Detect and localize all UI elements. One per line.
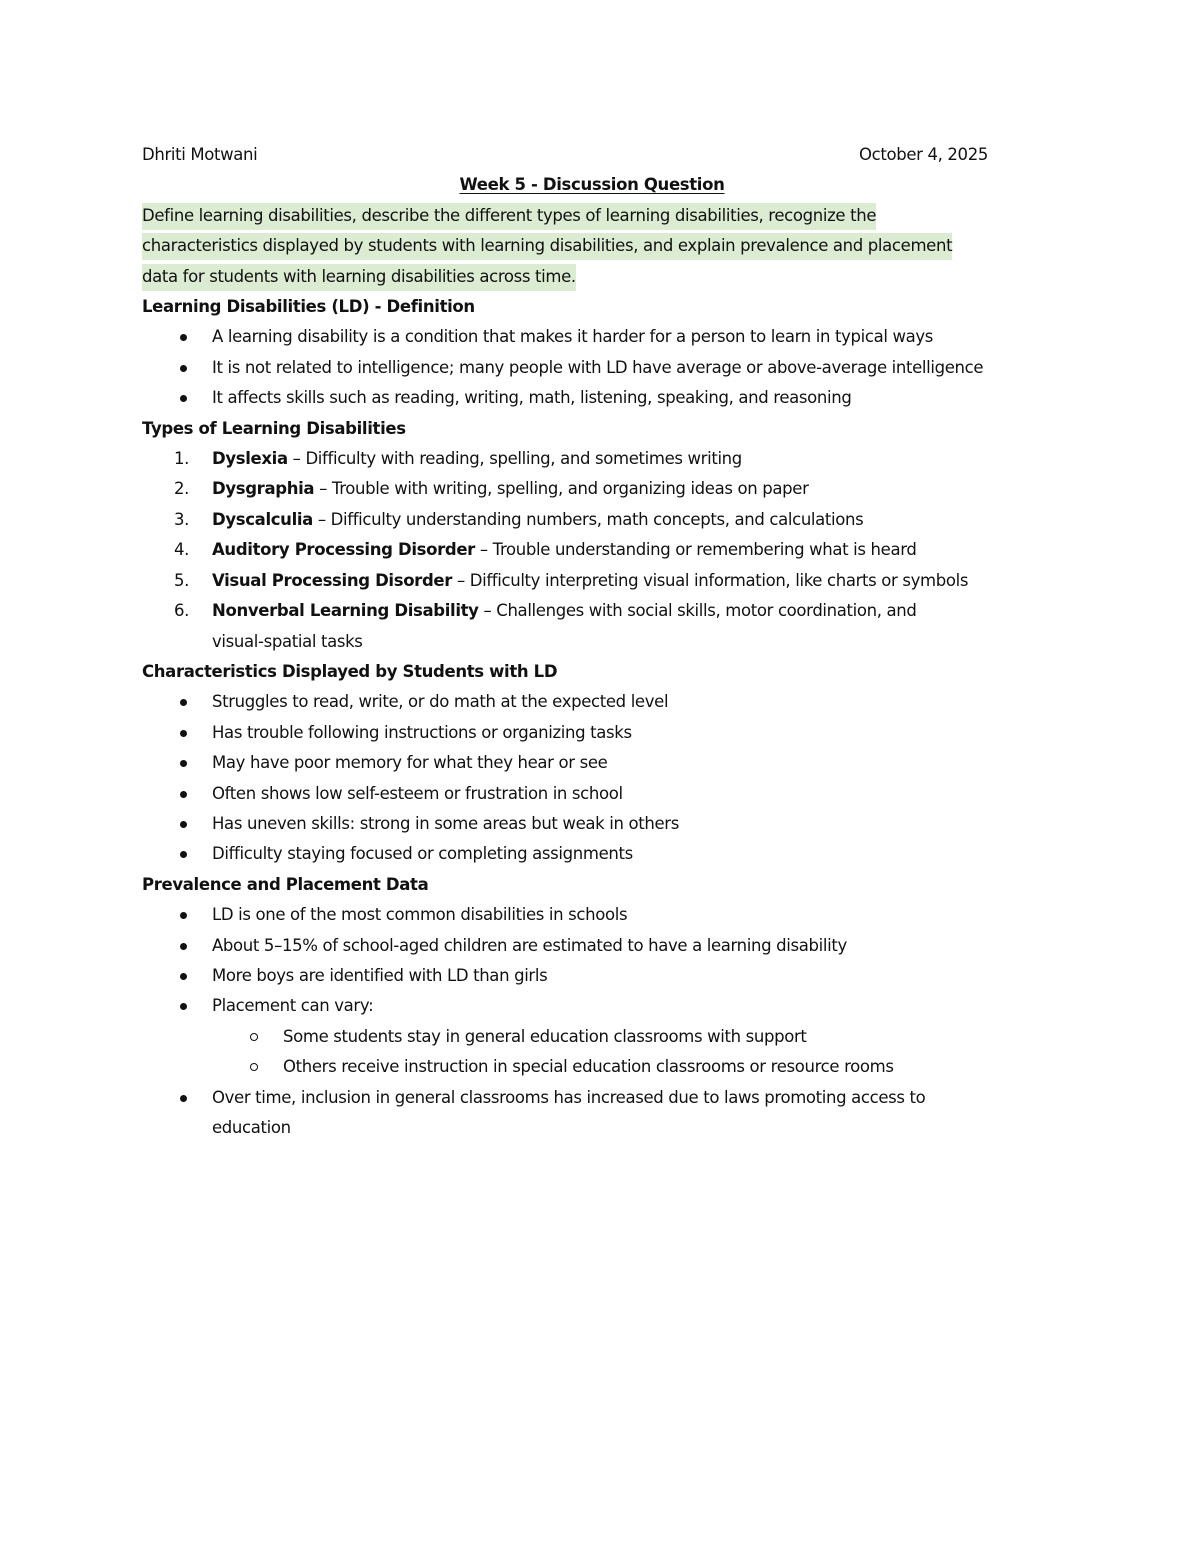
prompt-highlight: data for students with learning disabilities across time. (142, 264, 576, 291)
bullet-icon (180, 334, 187, 341)
item-description: – Difficulty with reading, spelling, and sometimes writing (287, 449, 742, 469)
numbered-item (142, 535, 1062, 565)
item-term: Visual Processing Disorder (212, 570, 453, 590)
item-term: Dyscalculia (212, 509, 313, 529)
item-number: 4. (174, 540, 190, 560)
list-item-text: LD is one of the most common disabilities in schools (212, 905, 628, 925)
item-description: – Challenges with social skills, motor coordination, and (478, 601, 917, 621)
list-item (142, 718, 1062, 748)
bullet-icon (180, 1003, 187, 1010)
bullet-icon (180, 851, 187, 858)
prompt-line (142, 231, 1062, 261)
item-number: 5. (174, 570, 190, 590)
prompt-line (142, 262, 1062, 292)
list-item-text: May have poor memory for what they hear or see (212, 753, 608, 773)
item-description: – Difficulty understanding numbers, math concepts, and calculations (312, 509, 864, 529)
item-term: Dysgraphia (212, 479, 315, 499)
list-item (142, 809, 1062, 839)
list-item (142, 687, 1062, 717)
list-item-text: Placement can vary: (212, 996, 374, 1016)
sub-list-item-text: Some students stay in general education classrooms with support (283, 1026, 807, 1046)
list-item-text: Difficulty staying focused or completing assignments (212, 844, 633, 864)
list-item (142, 900, 1062, 930)
numbered-item (142, 596, 1062, 626)
item-description: – Difficulty interpreting visual information, like charts or symbols (452, 570, 969, 590)
bullet-icon (180, 730, 187, 737)
bullet-icon (180, 821, 187, 828)
hollow-bullet-icon (250, 1033, 258, 1041)
list-item-text: About 5–15% of school-aged children are estimated to have a learning disability (212, 935, 847, 955)
prompt-line (142, 201, 1062, 231)
bullet-icon (180, 791, 187, 798)
list-item (142, 748, 1062, 778)
list-item-continuation (142, 1113, 1062, 1143)
list-item-text: A learning disability is a condition that makes it harder for a person to learn in typical ways (212, 327, 934, 347)
sub-list-item (142, 1022, 1062, 1052)
document-title: Week 5 - Discussion Question (459, 175, 725, 195)
author-name: Dhriti Motwani (142, 145, 258, 164)
list-item-text: Has trouble following instructions or organizing tasks (212, 722, 632, 742)
numbered-item (142, 444, 1062, 474)
numbered-item (142, 474, 1062, 504)
list-item-text: It is not related to intelligence; many people with LD have average or above-average intelligence (212, 357, 984, 377)
list-item-text: Has uneven skills: strong in some areas but weak in others (212, 813, 679, 833)
item-number: 1. (174, 449, 190, 469)
section-heading-types: Types of Learning Disabilities (142, 418, 406, 438)
numbered-item (142, 505, 1062, 535)
list-item (142, 353, 1062, 383)
bullet-icon (180, 1095, 187, 1102)
list-item (142, 961, 1062, 991)
list-item (142, 839, 1062, 869)
item-number: 2. (174, 479, 190, 499)
list-item-text: More boys are identified with LD than girls (212, 965, 548, 985)
list-item (142, 322, 1062, 352)
list-item (142, 779, 1062, 809)
item-term: Dyslexia (212, 449, 288, 469)
list-item-text-continued: education (212, 1118, 291, 1137)
numbered-item (142, 566, 1062, 596)
section-heading-definition: Learning Disabilities (LD) - Definition (142, 297, 475, 317)
list-item (142, 1083, 1062, 1113)
numbered-item-continuation (142, 627, 1062, 657)
item-description: – Trouble with writing, spelling, and organizing ideas on paper (314, 479, 809, 499)
item-description: – Trouble understanding or remembering what is heard (474, 540, 917, 560)
sub-list-item-text: Others receive instruction in special education classrooms or resource rooms (283, 1057, 894, 1077)
bullet-icon (180, 760, 187, 767)
list-item (142, 931, 1062, 961)
item-number: 3. (174, 509, 190, 529)
list-item-text: Over time, inclusion in general classrooms has increased due to laws promoting access to (212, 1087, 926, 1107)
prompt-highlight: characteristics displayed by students with learning disabilities, and explain prevalence and placement (142, 233, 952, 260)
item-term: Auditory Processing Disorder (212, 540, 475, 560)
list-item (142, 383, 1062, 413)
bullet-icon (180, 943, 187, 950)
hollow-bullet-icon (250, 1063, 258, 1071)
list-item-text: Struggles to read, write, or do math at the expected level (212, 692, 669, 712)
bullet-icon (180, 912, 187, 919)
item-term: Nonverbal Learning Disability (212, 601, 479, 621)
section-heading-characteristics: Characteristics Displayed by Students with LD (142, 661, 558, 681)
bullet-icon (180, 699, 187, 706)
bullet-icon (180, 973, 187, 980)
item-number: 6. (174, 601, 190, 621)
header-row (142, 140, 988, 170)
bullet-icon (180, 395, 187, 402)
list-item-text: It affects skills such as reading, writing, math, listening, speaking, and reasoning (212, 388, 852, 408)
prompt-highlight: Define learning disabilities, describe the different types of learning disabilities, recognize the (142, 203, 876, 230)
bullet-icon (180, 365, 187, 372)
document-date: October 4, 2025 (858, 145, 988, 164)
list-item (142, 991, 1062, 1021)
document-body (142, 140, 1062, 1143)
sub-list-item (142, 1052, 1062, 1082)
item-description-continued: visual-spatial tasks (212, 631, 363, 651)
list-item-text: Often shows low self-esteem or frustration in school (212, 783, 623, 803)
section-heading-prevalence: Prevalence and Placement Data (142, 874, 429, 894)
